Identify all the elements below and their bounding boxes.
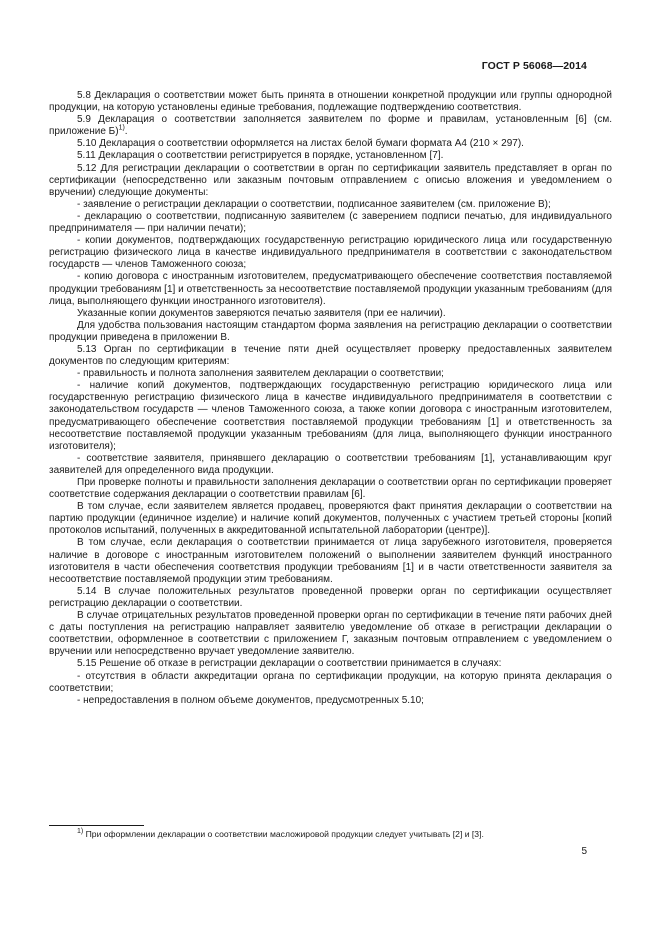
list-item: - декларацию о соответствии, подписанную заявителем (с заверением подписи печатью, для индивидуального предпринимателя — при наличии печати);	[49, 210, 612, 235]
paragraph-5-13: 5.13 Орган по сертификации в течение пяти дней осуществляет проверку предоставленных заявителем документов по следующим критериям:	[49, 343, 612, 368]
page-number: 5	[581, 846, 587, 857]
list-item: - наличие копий документов, подтверждающих государственную регистрацию юридического лица или государственную регистрацию физического лица в качестве индивидуального предпринимателя в соответствии с законодательством государств — членов Таможенного союза, а также копии договора с иностранным изготовителем, предусматривающего обеспечение соответствия поставляемой продукции требованиям [1] и ответственность за несоответствие поставляемой продукции указанным требованиям (для лица, выполняющего функции иностранного изготовителя);	[49, 380, 612, 452]
paragraph-5-11: 5.11 Декларация о соответствии регистрируется в порядке, установленном [7].	[77, 150, 444, 162]
paragraph-5-10: 5.10 Декларация о соответствии оформляется на листах белой бумаги формата А4 (210 × 297).	[77, 138, 524, 150]
list-item: - отсутствия в области аккредитации органа по сертификации продукции, на которую принята декларация о соответствии;	[49, 670, 612, 694]
paragraph-5-8: 5.8 Декларация о соответствии может быть принята в отношении конкретной продукции или группы однородной продукции, на которую установлены единые требования, подлежащие подтверждению соответствия.	[49, 90, 612, 114]
footnote-marker: 1)	[77, 828, 84, 836]
list-item: - соответствие заявителя, принявшего декларацию о соответствии требованиям [1], устанавливающим круг заявителей для определенного вида продукции.	[49, 452, 612, 476]
footnote	[49, 829, 612, 840]
paragraph-5-15: 5.15 Решение об отказе в регистрации декларации о соответствии принимается в случаях:	[77, 658, 502, 670]
paragraph: При проверке полноты и правильности заполнения декларации о соответствии орган по сертификации проверяет соответствие содержания декларации о соответствии правилам [6].	[49, 477, 612, 501]
document-body	[49, 90, 612, 707]
standard-designation: ГОСТ Р 56068—2014	[481, 60, 587, 72]
list-item: - непредоставления в полном объеме документов, предусмотренных 5.10;	[77, 694, 424, 706]
footnote-reference: 1)	[118, 124, 125, 132]
list-item: - заявление о регистрации декларации о соответствии, подписанное заявителем (см. приложение В);	[77, 198, 551, 210]
paragraph: Указанные копии документов заверяются печатью заявителя (при ее наличии).	[77, 307, 446, 319]
paragraph-5-9-text: 5.9 Декларация о соответствии заполняется заявителем по форме и правилам, установленным [6] (см. приложение Б)	[49, 114, 612, 138]
paragraph-5-14: 5.14 В случае положительных результатов проведенной проверки орган по сертификации осуществляет регистрацию декларации о соответствии.	[49, 585, 612, 609]
paragraph: В том случае, если заявителем является продавец, проверяются факт принятия декларации о соответствии на партию продукции (единичное изделие) и наличие копий документов, полученных с участием третьей стороны [копий протоколов испытаний, полученных в аккредитованной испытательной лаборатории (центре)].	[49, 501, 612, 537]
footnote-text: При оформлении декларации о соответствии масложировой продукции следует учитывать [2] и [3].	[85, 829, 484, 839]
paragraph: В случае отрицательных результатов проведенной проверки орган по сертификации в течение пяти рабочих дней с даты поступления на регистрацию направляет заявителю уведомление об отказе в регистрации декларации о соответствии, оформленное в соответствии с приложением Г, заказным почтовым отправлением с уведомлением о вручении или непосредственно вручает уведомление заявителю.	[49, 610, 612, 658]
footnote-divider	[49, 825, 144, 826]
list-item: - копии документов, подтверждающих государственную регистрацию юридического лица или государственную регистрацию физического лица в качестве индивидуального предпринимателя в соответствии с законодательством государств — членов Таможенного союза;	[49, 235, 612, 271]
paragraph: Для удобства пользования настоящим стандартом форма заявления на регистрацию декларации о соответствии продукции приведена в приложении В.	[49, 319, 612, 343]
list-item: - копию договора с иностранным изготовителем, предусматривающего обеспечение соответствия поставляемой продукции требованиям [1] и ответственность за несоответствие поставляемой продукции указанным требованиям (для лица, выполняющего функции иностранного изготовителя).	[49, 271, 612, 307]
paragraph-5-12: 5.12 Для регистрации декларации о соответствии в орган по сертификации заявитель представляет в орган по сертификации (непосредственно или заказным почтовым отправлением с описью вложения и уведомлением о вручении) следующие документы:	[49, 162, 612, 198]
paragraph: В том случае, если декларация о соответствии принимается от лица зарубежного изготовителя, проверяется наличие в договоре с иностранным изготовителем положений о выполнении заявителем функций иностранного изготовителя в части обеспечения соответствия продукции требованиям [1] и в части ответственности заявителя за несоответствие поставляемой продукции этим требованиям.	[49, 537, 612, 585]
list-item: - правильность и полнота заполнения заявителем декларации о соответствии;	[77, 368, 444, 380]
paragraph-5-9: 5.9 Декларация о соответствии заполняется заявителем по форме и правилам, установленным [6] (см. приложение Б)$^{1)}$.	[49, 114, 612, 138]
